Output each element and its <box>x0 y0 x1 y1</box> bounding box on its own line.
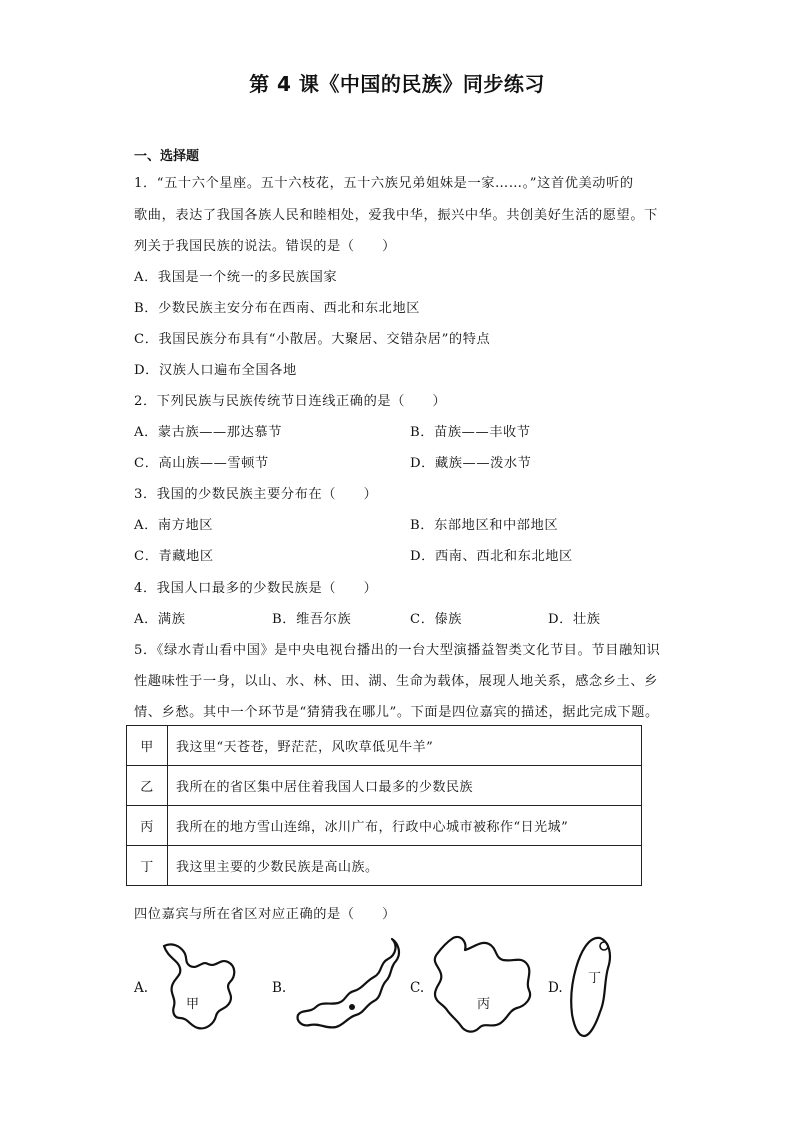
table-row <box>127 806 642 846</box>
map-option-c-label[interactable]: C. <box>410 980 425 996</box>
map-option-d-label[interactable]: D. <box>548 980 563 996</box>
page-title: 第 4 课《中国的民族》同步练习 <box>249 72 545 96</box>
table-row <box>127 726 642 766</box>
q2-option-d[interactable]: D．藏族——泼水节 <box>410 456 532 471</box>
inner-mongolia-map[interactable] <box>292 935 402 1035</box>
q5-stem-line2: 性趣味性于一身，以山、水、林、田、湖、生命为载体，展现人地关系，感念乡土、乡 <box>134 674 658 689</box>
taiwan-map[interactable] <box>562 932 622 1044</box>
guest-description: 我所在的省区集中居住着我国人口最多的少数民族 <box>168 766 642 806</box>
guest-key: 甲 <box>127 726 168 766</box>
q2-option-a[interactable]: A．蒙古族——那达慕节 <box>134 425 282 440</box>
q4-option-a[interactable]: A．满族 <box>134 612 186 627</box>
map-option-b-label[interactable]: B. <box>272 980 287 996</box>
q5-sub-stem: 四位嘉宾与所在省区对应正确的是（ ） <box>134 907 396 922</box>
guest-description-table <box>126 725 642 886</box>
q3-option-d[interactable]: D．西南、西北和东北地区 <box>410 549 573 564</box>
q4-option-b[interactable]: B．维吾尔族 <box>272 612 352 627</box>
table-row <box>127 766 642 806</box>
q2-option-b[interactable]: B．苗族——丰收节 <box>410 425 531 440</box>
q2-option-c[interactable]: C．高山族——雪顿节 <box>134 456 269 471</box>
guest-description: 我所在的地方雪山连绵，冰川广布，行政中心城市被称作“日光城” <box>168 806 642 846</box>
q1-stem-line1: 1．“五十六个星座。五十六枝花，五十六族兄弟姐妹是一家……。”这首优美动听的 <box>134 176 634 191</box>
q1-option-b[interactable]: B．少数民族主安分布在西南、西北和东北地区 <box>134 301 421 316</box>
q4-stem: 4．我国人口最多的少数民族是（ ） <box>134 581 378 596</box>
q3-stem: 3．我国的少数民族主要分布在（ ） <box>134 487 378 502</box>
q1-option-d[interactable]: D．汉族人口遍布全国各地 <box>134 363 297 378</box>
q3-option-a[interactable]: A．南方地区 <box>134 518 214 533</box>
map-mark: 甲 <box>186 997 200 1012</box>
q4-option-d[interactable]: D．壮族 <box>548 612 601 627</box>
q1-stem-line3: 列关于我国民族的说法。错误的是（ ） <box>134 239 396 254</box>
q4-option-c[interactable]: C．傣族 <box>410 612 463 627</box>
q1-option-a[interactable]: A．我国是一个统一的多民族国家 <box>134 270 338 285</box>
map-option-a-label[interactable]: A. <box>134 980 149 996</box>
q1-stem-line2: 歌曲，表达了我国各族人民和睦相处，爱我中华，振兴中华。共创美好生活的愿望。下 <box>134 208 658 223</box>
guest-key: 丁 <box>127 846 168 886</box>
q5-stem-line3: 情、乡愁。其中一个环节是“猜猜我在哪儿”。下面是四位嘉宾的描述，据此完成下题。 <box>134 705 659 720</box>
guest-key: 乙 <box>127 766 168 806</box>
q3-option-b[interactable]: B．东部地区和中部地区 <box>410 518 559 533</box>
heilongjiang-map[interactable] <box>150 940 245 1035</box>
map-mark: 丙 <box>477 997 491 1012</box>
table-row <box>127 846 642 886</box>
q3-option-c[interactable]: C．青藏地区 <box>134 549 214 564</box>
q1-option-c[interactable]: C．我国民族分布具有“小散居。大聚居、交错杂居”的特点 <box>134 332 491 347</box>
section-heading: 一、选择题 <box>134 149 200 164</box>
guest-description: 我这里“天苍苍，野茫茫，风吹草低见牛羊” <box>168 726 642 766</box>
guest-key: 丙 <box>127 806 168 846</box>
map-mark: 丁 <box>588 971 602 986</box>
tibet-map[interactable] <box>425 932 535 1042</box>
guest-description: 我这里主要的少数民族是高山族。 <box>168 846 642 886</box>
q5-stem-line1: 5．《绿水青山看中国》是中央电视台播出的一台大型演播益智类文化节目。节目融知识 <box>134 643 661 658</box>
q2-stem: 2．下列民族与民族传统节日连线正确的是（ ） <box>134 394 447 409</box>
